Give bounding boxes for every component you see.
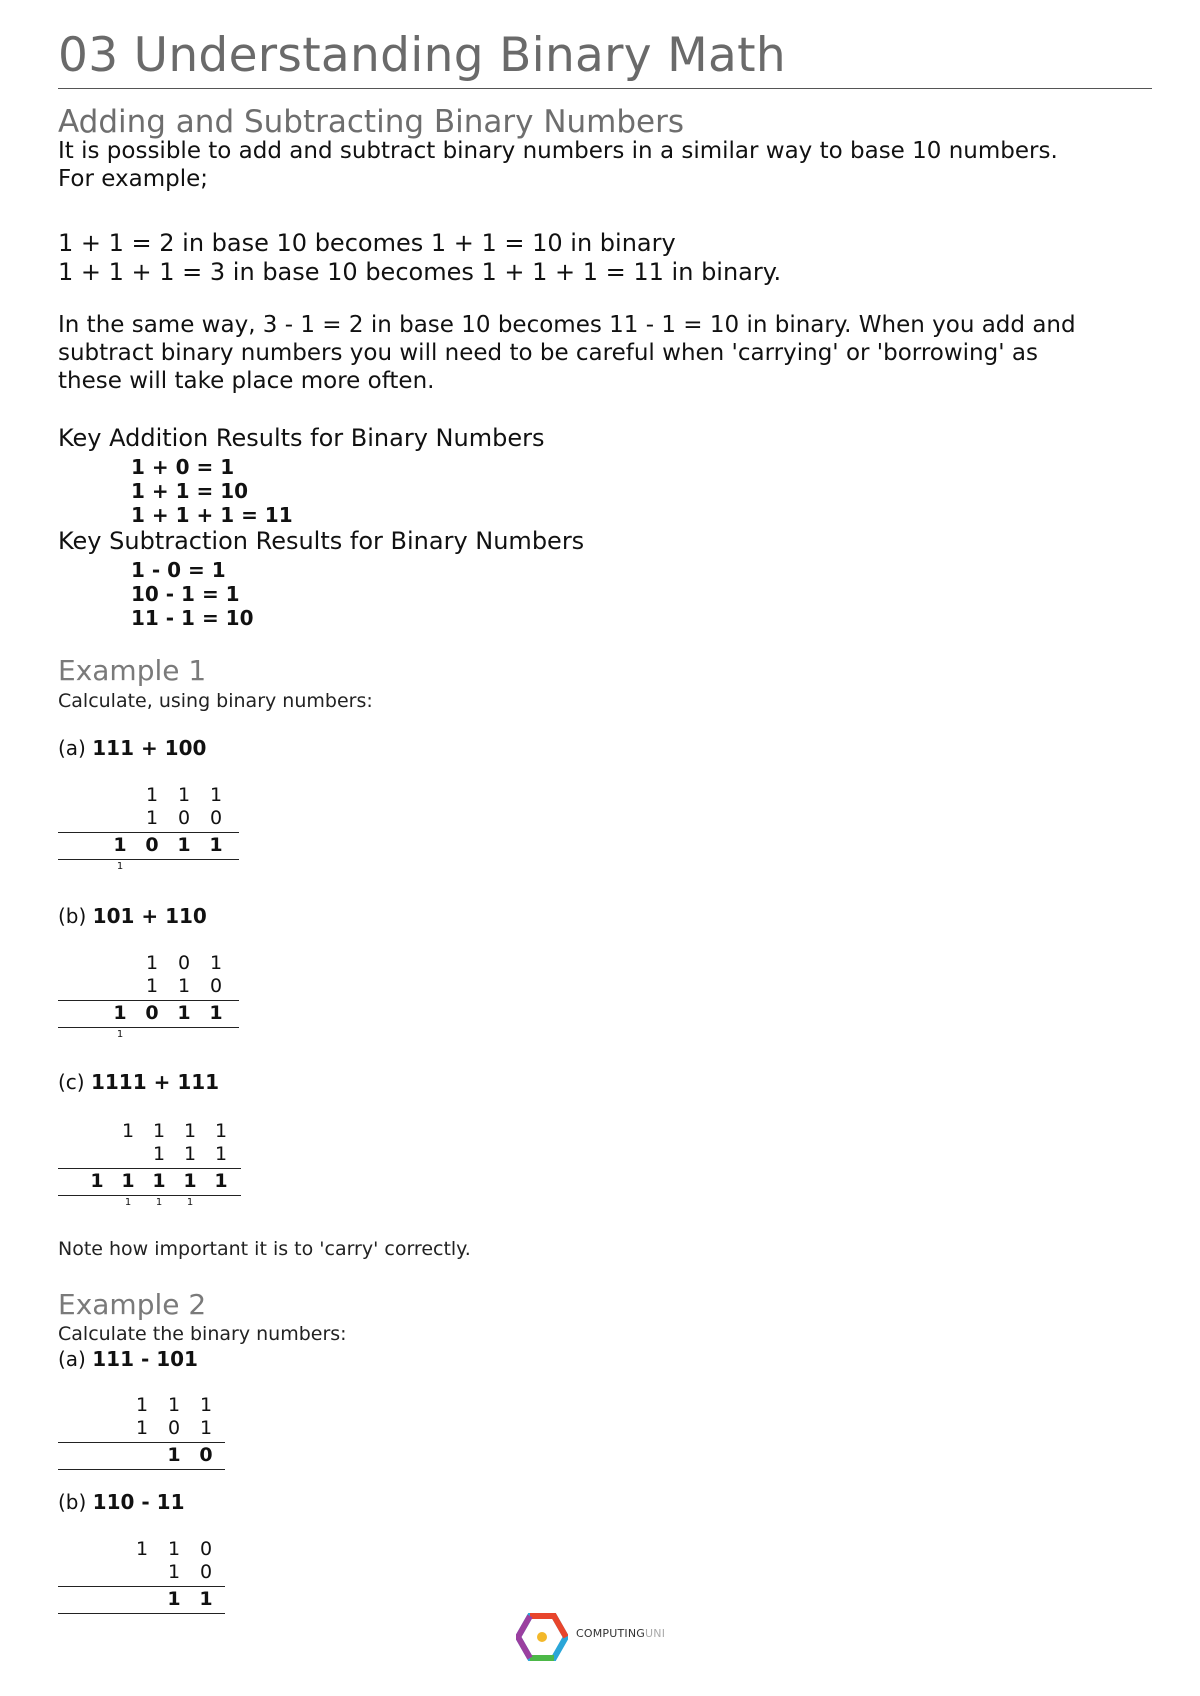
digit: 1 xyxy=(177,975,191,997)
digit: 1 xyxy=(121,1170,135,1192)
example-1-instruction: Calculate, using binary numbers: xyxy=(58,690,373,712)
problem-label: (c) 1111 + 111 xyxy=(58,1070,220,1094)
digit: 1 xyxy=(214,1120,228,1142)
sum-line xyxy=(58,1195,241,1196)
sum-line xyxy=(58,1000,239,1001)
subtraction-result: 1 - 0 = 1 xyxy=(131,558,226,582)
digit: 1 xyxy=(209,784,223,806)
digit: 1 xyxy=(214,1143,228,1165)
sum-line xyxy=(58,1442,225,1443)
digit: 0 xyxy=(177,952,191,974)
digit: 1 xyxy=(199,1394,213,1416)
digit: 1 xyxy=(145,784,159,806)
problem-label: (a) 111 + 100 xyxy=(58,736,207,760)
result-row xyxy=(58,1444,243,1466)
digit: 1 xyxy=(183,1170,197,1192)
digit: 0 xyxy=(209,807,223,829)
operand-row xyxy=(58,784,243,806)
problem-label: (b) 101 + 110 xyxy=(58,904,207,928)
addition-result: 1 + 1 + 1 = 11 xyxy=(131,503,293,527)
digit: 0 xyxy=(177,807,191,829)
paragraph-line-1: In the same way, 3 - 1 = 2 in base 10 becomes 11 - 1 = 10 in binary. When you add and xyxy=(58,312,1076,338)
digit: 1 xyxy=(177,784,191,806)
digit: 1 xyxy=(199,1588,213,1610)
subtraction-result: 11 - 1 = 10 xyxy=(131,606,254,630)
digit: 1 xyxy=(167,1561,181,1583)
result-row xyxy=(58,1588,243,1610)
example-2-title: Example 2 xyxy=(58,1288,207,1321)
intro-line-1: It is possible to add and subtract binary numbers in a similar way to base 10 numbers. xyxy=(58,138,1058,164)
digit: 1 xyxy=(214,1170,228,1192)
section-heading: Adding and Subtracting Binary Numbers xyxy=(58,104,685,140)
result-row xyxy=(58,1170,243,1192)
operand-row xyxy=(58,1417,243,1439)
addition-working xyxy=(58,784,243,874)
sum-line xyxy=(58,1168,241,1169)
sum-line xyxy=(58,1586,225,1587)
operand-row xyxy=(58,1538,243,1560)
digit: 0 xyxy=(145,1002,159,1024)
digit: 1 xyxy=(135,1394,149,1416)
digit: 1 xyxy=(152,1143,166,1165)
operand-row xyxy=(58,807,243,829)
sum-line xyxy=(58,1613,225,1614)
carry-digit: 1 xyxy=(186,1197,194,1208)
digit: 1 xyxy=(135,1417,149,1439)
subtraction-working xyxy=(58,1394,243,1484)
subtraction-result: 10 - 1 = 1 xyxy=(131,582,240,606)
digit: 1 xyxy=(167,1394,181,1416)
result-row xyxy=(58,834,243,856)
digit: 1 xyxy=(209,834,223,856)
subtraction-heading: Key Subtraction Results for Binary Numbers xyxy=(58,527,585,555)
sum-line xyxy=(58,832,239,833)
digit: 1 xyxy=(199,1417,213,1439)
carry-digit: 1 xyxy=(124,1197,132,1208)
digit: 1 xyxy=(177,834,191,856)
digit: 0 xyxy=(199,1538,213,1560)
carry-digit: 1 xyxy=(155,1197,163,1208)
hexagon-logo-icon xyxy=(516,1612,568,1662)
carry-digit: 1 xyxy=(116,1029,124,1040)
operand-row xyxy=(58,952,243,974)
operand-row xyxy=(58,1394,243,1416)
equation-1: 1 + 1 = 2 in base 10 becomes 1 + 1 = 10 in binary xyxy=(58,229,676,257)
addition-working xyxy=(58,952,243,1042)
digit: 1 xyxy=(145,975,159,997)
digit: 1 xyxy=(167,1538,181,1560)
operand-row xyxy=(58,975,243,997)
problem-label: (a) 111 - 101 xyxy=(58,1347,198,1371)
digit: 1 xyxy=(135,1538,149,1560)
digit: 1 xyxy=(152,1170,166,1192)
addition-heading: Key Addition Results for Binary Numbers xyxy=(58,424,545,452)
carry-digit: 1 xyxy=(116,861,124,872)
digit: 0 xyxy=(199,1444,213,1466)
digit: 1 xyxy=(113,1002,127,1024)
sum-line xyxy=(58,1027,239,1028)
footer-logo xyxy=(516,1612,696,1662)
operand-row xyxy=(58,1120,243,1142)
paragraph-line-2: subtract binary numbers you will need to be careful when 'carrying' or 'borrowing' as xyxy=(58,340,1038,366)
digit: 1 xyxy=(90,1170,104,1192)
problem-label: (b) 110 - 11 xyxy=(58,1490,185,1514)
example-1-title: Example 1 xyxy=(58,654,207,687)
digit: 1 xyxy=(183,1143,197,1165)
digit: 1 xyxy=(167,1444,181,1466)
paragraph-line-3: these will take place more often. xyxy=(58,368,435,394)
sum-line xyxy=(58,859,239,860)
digit: 1 xyxy=(121,1120,135,1142)
digit: 0 xyxy=(145,834,159,856)
digit: 1 xyxy=(183,1120,197,1142)
addition-working xyxy=(58,1120,243,1210)
digit: 1 xyxy=(113,834,127,856)
example-2-instruction: Calculate the binary numbers: xyxy=(58,1323,347,1345)
addition-result: 1 + 1 = 10 xyxy=(131,479,249,503)
equation-2: 1 + 1 + 1 = 3 in base 10 becomes 1 + 1 + 1 = 11 in binary. xyxy=(58,258,782,286)
digit: 1 xyxy=(145,952,159,974)
sum-line xyxy=(58,1469,225,1470)
brand-name: COMPUTINGUNI xyxy=(576,1627,666,1640)
digit: 1 xyxy=(209,952,223,974)
digit: 1 xyxy=(209,1002,223,1024)
digit: 1 xyxy=(167,1588,181,1610)
digit: 1 xyxy=(177,1002,191,1024)
operand-row xyxy=(58,1561,243,1583)
carry-note: Note how important it is to 'carry' correctly. xyxy=(58,1238,471,1260)
page-title: 03 Understanding Binary Math xyxy=(58,26,1152,89)
result-row xyxy=(58,1002,243,1024)
operand-row xyxy=(58,1143,243,1165)
subtraction-working xyxy=(58,1538,243,1628)
intro-line-2: For example; xyxy=(58,166,208,192)
digit: 0 xyxy=(167,1417,181,1439)
addition-result: 1 + 0 = 1 xyxy=(131,455,235,479)
digit: 1 xyxy=(152,1120,166,1142)
digit: 1 xyxy=(145,807,159,829)
digit: 0 xyxy=(199,1561,213,1583)
digit: 0 xyxy=(209,975,223,997)
